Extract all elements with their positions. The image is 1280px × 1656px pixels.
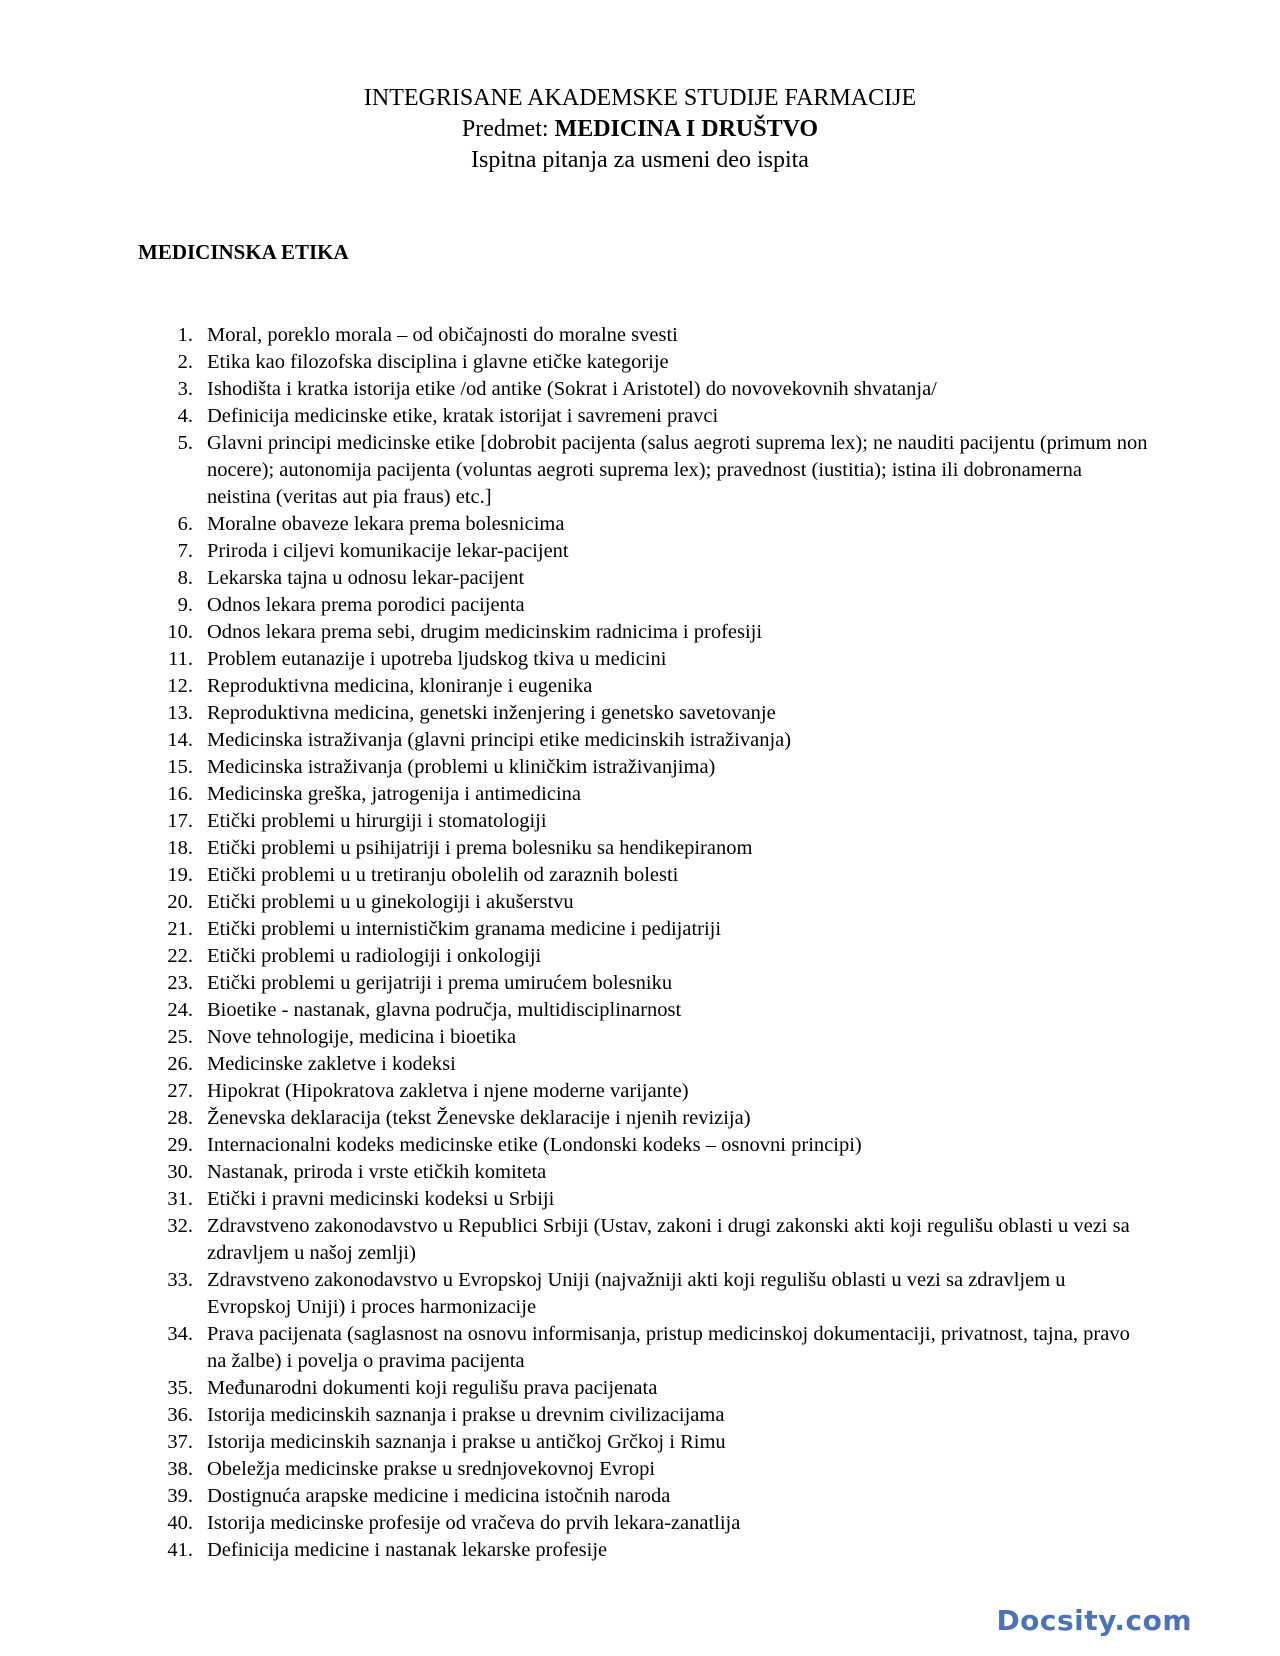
question-number: 34. bbox=[167, 1323, 193, 1345]
list-item bbox=[138, 1267, 1148, 1321]
question-number: 29. bbox=[167, 1134, 193, 1156]
list-item bbox=[138, 1402, 1148, 1429]
question-text: Obeležja medicinske prakse u srednjovekovnoj Evropi bbox=[207, 1458, 656, 1480]
question-text: Zdravstveno zakonodavstvo u Evropskoj Uniji (najvažniji akti koji regulišu oblasti u vezi sa zdravljem u Evropskoj Uniji) i proces harmonizacije bbox=[207, 1269, 1066, 1318]
list-item bbox=[138, 970, 1148, 997]
list-item bbox=[138, 1213, 1148, 1267]
list-item bbox=[138, 781, 1148, 808]
subject-label: Predmet: bbox=[461, 116, 555, 142]
list-item bbox=[138, 376, 1148, 403]
list-item bbox=[138, 1186, 1148, 1213]
question-number: 19. bbox=[167, 864, 193, 886]
list-item bbox=[138, 862, 1148, 889]
question-number: 13. bbox=[167, 702, 193, 724]
program-title: INTEGRISANE AKADEMSKE STUDIJE FARMACIJE bbox=[363, 85, 917, 111]
list-item bbox=[138, 1510, 1148, 1537]
question-text: Nove tehnologije, medicina i bioetika bbox=[207, 1026, 517, 1048]
question-number: 1. bbox=[177, 324, 193, 346]
question-number: 41. bbox=[167, 1539, 193, 1561]
question-list bbox=[138, 322, 1148, 1564]
question-text: Dostignuća arapske medicine i medicina istočnih naroda bbox=[207, 1485, 671, 1507]
question-number: 10. bbox=[167, 621, 193, 643]
list-item bbox=[138, 1132, 1148, 1159]
list-item bbox=[138, 1537, 1148, 1564]
question-text: Prava pacijenata (saglasnost na osnovu informisanja, pristup medicinskoj dokumentaciji, privatnost, tajna, pravo na žalbe) i povelja o pravima pacijenta bbox=[207, 1323, 1130, 1372]
subject-line bbox=[0, 114, 1280, 145]
list-item bbox=[138, 835, 1148, 862]
list-item bbox=[138, 1429, 1148, 1456]
list-item bbox=[138, 538, 1148, 565]
list-item bbox=[138, 943, 1148, 970]
list-item bbox=[138, 673, 1148, 700]
question-text: Odnos lekara prema porodici pacijenta bbox=[207, 594, 525, 616]
question-number: 11. bbox=[168, 648, 193, 670]
question-text: Etički problemi u u tretiranju obolelih od zaraznih bolesti bbox=[207, 864, 679, 886]
list-item bbox=[138, 808, 1148, 835]
question-text: Internacionalni kodeks medicinske etike (Londonski kodeks – osnovni principi) bbox=[207, 1134, 862, 1156]
question-text: Zdravstveno zakonodavstvo u Republici Srbiji (Ustav, zakoni i drugi zakonski akti koji regulišu oblasti u vezi sa zdravljem u našoj zemlji) bbox=[207, 1215, 1130, 1264]
question-number: 16. bbox=[167, 783, 193, 805]
question-number: 30. bbox=[167, 1161, 193, 1183]
question-number: 31. bbox=[167, 1188, 193, 1210]
question-number: 23. bbox=[167, 972, 193, 994]
question-text: Lekarska tajna u odnosu lekar-pacijent bbox=[207, 567, 525, 589]
question-number: 12. bbox=[167, 675, 193, 697]
list-item bbox=[138, 403, 1148, 430]
question-number: 5. bbox=[177, 432, 193, 454]
question-number: 6. bbox=[177, 513, 193, 535]
question-text: Medicinska greška, jatrogenija i antimedicina bbox=[207, 783, 581, 805]
question-text: Odnos lekara prema sebi, drugim medicinskim radnicima i profesiji bbox=[207, 621, 763, 643]
docsity-watermark[interactable]: Docsity.com bbox=[996, 1604, 1192, 1637]
list-item bbox=[138, 322, 1148, 349]
question-number: 39. bbox=[167, 1485, 193, 1507]
list-item bbox=[138, 1375, 1148, 1402]
question-text: Etički i pravni medicinski kodeksi u Srbiji bbox=[207, 1188, 555, 1210]
exam-description: Ispitna pitanja za usmeni deo ispita bbox=[471, 147, 809, 173]
question-text: Moralne obaveze lekara prema bolesnicima bbox=[207, 513, 565, 535]
list-item bbox=[138, 727, 1148, 754]
question-text: Problem eutanazije i upotreba ljudskog tkiva u medicini bbox=[207, 648, 667, 670]
list-item bbox=[138, 1456, 1148, 1483]
question-number: 37. bbox=[167, 1431, 193, 1453]
section-title: MEDICINSKA ETIKA bbox=[138, 240, 349, 264]
question-text: Medicinska istraživanja (problemi u kliničkim istraživanjima) bbox=[207, 756, 716, 778]
list-item bbox=[138, 889, 1148, 916]
question-number: 27. bbox=[167, 1080, 193, 1102]
list-item bbox=[138, 646, 1148, 673]
list-item bbox=[138, 430, 1148, 511]
list-item bbox=[138, 349, 1148, 376]
list-item bbox=[138, 1105, 1148, 1132]
question-number: 25. bbox=[167, 1026, 193, 1048]
question-number: 3. bbox=[177, 378, 193, 400]
question-text: Medicinske zakletve i kodeksi bbox=[207, 1053, 456, 1075]
list-item bbox=[138, 700, 1148, 727]
question-number: 36. bbox=[167, 1404, 193, 1426]
question-text: Međunarodni dokumenti koji regulišu prava pacijenata bbox=[207, 1377, 658, 1399]
question-text: Reproduktivna medicina, genetski inženjering i genetsko savetovanje bbox=[207, 702, 776, 724]
question-number: 28. bbox=[167, 1107, 193, 1129]
question-text: Definicija medicine i nastanak lekarske profesije bbox=[207, 1539, 608, 1561]
question-number: 15. bbox=[167, 756, 193, 778]
question-number: 21. bbox=[167, 918, 193, 940]
question-text: Priroda i ciljevi komunikacije lekar-pacijent bbox=[207, 540, 569, 562]
question-text: Ishodišta i kratka istorija etike /od antike (Sokrat i Aristotel) do novovekovnih shvatanja/ bbox=[207, 378, 937, 400]
document-header bbox=[0, 83, 1280, 176]
question-number: 2. bbox=[177, 351, 193, 373]
question-number: 26. bbox=[167, 1053, 193, 1075]
question-text: Etički problemi u hirurgiji i stomatologiji bbox=[207, 810, 547, 832]
question-text: Istorija medicinskih saznanja i prakse u antičkoj Grčkoj i Rimu bbox=[207, 1431, 726, 1453]
question-number: 18. bbox=[167, 837, 193, 859]
list-item bbox=[138, 511, 1148, 538]
list-item bbox=[138, 754, 1148, 781]
question-number: 4. bbox=[177, 405, 193, 427]
question-number: 35. bbox=[167, 1377, 193, 1399]
question-text: Hipokrat (Hipokratova zakletva i njene moderne varijante) bbox=[207, 1080, 689, 1102]
question-text: Medicinska istraživanja (glavni principi etike medicinskih istraživanja) bbox=[207, 729, 792, 751]
question-number: 22. bbox=[167, 945, 193, 967]
question-number: 17. bbox=[167, 810, 193, 832]
question-text: Etički problemi u gerijatriji i prema umirućem bolesniku bbox=[207, 972, 673, 994]
question-number: 40. bbox=[167, 1512, 193, 1534]
question-text: Bioetike - nastanak, glavna područja, multidisciplinarnost bbox=[207, 999, 682, 1021]
list-item bbox=[138, 997, 1148, 1024]
list-item bbox=[138, 565, 1148, 592]
list-item bbox=[138, 619, 1148, 646]
subject-name: MEDICINA I DRUŠTVO bbox=[554, 116, 819, 142]
question-number: 38. bbox=[167, 1458, 193, 1480]
question-number: 9. bbox=[177, 594, 193, 616]
question-number: 14. bbox=[167, 729, 193, 751]
question-text: Etika kao filozofska disciplina i glavne etičke kategorije bbox=[207, 351, 669, 373]
list-item bbox=[138, 1483, 1148, 1510]
list-item bbox=[138, 1159, 1148, 1186]
question-text: Reproduktivna medicina, kloniranje i eugenika bbox=[207, 675, 593, 697]
question-text: Etički problemi u u ginekologiji i akušerstvu bbox=[207, 891, 574, 913]
list-item bbox=[138, 592, 1148, 619]
question-number: 7. bbox=[177, 540, 193, 562]
question-number: 33. bbox=[167, 1269, 193, 1291]
question-number: 32. bbox=[167, 1215, 193, 1237]
list-item bbox=[138, 1078, 1148, 1105]
question-text: Etički problemi u internističkim granama medicine i pedijatriji bbox=[207, 918, 722, 940]
question-text: Glavni principi medicinske etike [dobrobit pacijenta (salus aegroti suprema lex); ne nauditi pacijentu (primum non nocere); autonomija pacijenta (voluntas aegroti suprema lex); pravednost (iustitia); istina ili dobronamerna neistina (veritas aut pia fraus) etc.] bbox=[207, 432, 1148, 508]
question-text: Istorija medicinske profesije od vračeva do prvih lekara-zanatlija bbox=[207, 1512, 741, 1534]
question-text: Ženevska deklaracija (tekst Ženevske deklaracije i njenih revizija) bbox=[207, 1107, 751, 1129]
question-text: Istorija medicinskih saznanja i prakse u drevnim civilizacijama bbox=[207, 1404, 725, 1426]
list-item bbox=[138, 916, 1148, 943]
list-item bbox=[138, 1051, 1148, 1078]
question-text: Nastanak, priroda i vrste etičkih komiteta bbox=[207, 1161, 547, 1183]
question-text: Definicija medicinske etike, kratak istorijat i savremeni pravci bbox=[207, 405, 719, 427]
list-item bbox=[138, 1321, 1148, 1375]
question-text: Etički problemi u radiologiji i onkologiji bbox=[207, 945, 542, 967]
list-item bbox=[138, 1024, 1148, 1051]
question-text: Etički problemi u psihijatriji i prema bolesniku sa hendikepiranom bbox=[207, 837, 753, 859]
question-number: 8. bbox=[177, 567, 193, 589]
question-number: 24. bbox=[167, 999, 193, 1021]
question-text: Moral, poreklo morala – od običajnosti do moralne svesti bbox=[207, 324, 678, 346]
question-number: 20. bbox=[167, 891, 193, 913]
